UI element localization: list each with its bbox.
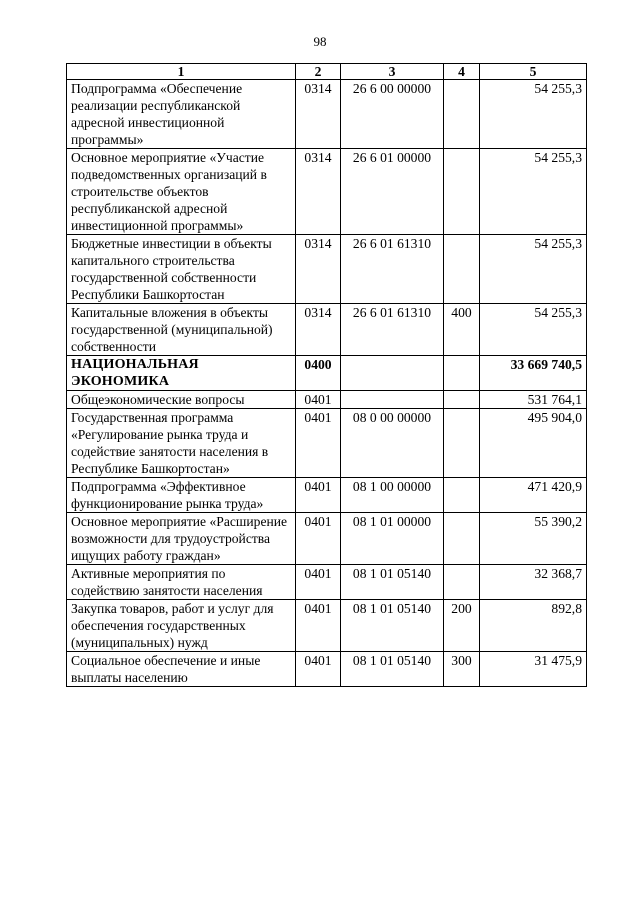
cell-expense-type xyxy=(444,478,480,513)
cell-section: 0314 xyxy=(296,149,341,235)
table-body xyxy=(67,80,587,687)
cell-target-code: 26 6 01 61310 xyxy=(341,235,444,304)
cell-section: 0401 xyxy=(296,391,341,409)
page-number: 98 xyxy=(313,34,327,49)
cell-name: Подпрограмма «Эффективное функционирование рынка труда» xyxy=(67,478,296,513)
table-row xyxy=(67,513,587,565)
table-row xyxy=(67,235,587,304)
header-col-expense-type: 4 xyxy=(444,64,480,80)
cell-name: Активные мероприятия по содействию занятости населения xyxy=(67,565,296,600)
cell-target-code: 26 6 01 00000 xyxy=(341,149,444,235)
cell-amount: 471 420,9 xyxy=(480,478,587,513)
cell-name: Социальное обеспечение и иные выплаты населению xyxy=(67,652,296,687)
cell-amount: 54 255,3 xyxy=(480,149,587,235)
header-col-amount: 5 xyxy=(480,64,587,80)
cell-section: 0314 xyxy=(296,304,341,356)
cell-name: НАЦИОНАЛЬНАЯ ЭКОНОМИКА xyxy=(67,356,296,391)
cell-target-code: 08 1 01 05140 xyxy=(341,600,444,652)
cell-expense-type: 200 xyxy=(444,600,480,652)
cell-target-code: 26 6 00 00000 xyxy=(341,80,444,149)
cell-section: 0401 xyxy=(296,600,341,652)
cell-amount: 55 390,2 xyxy=(480,513,587,565)
cell-name: Закупка товаров, работ и услуг для обеспечения государственных (муниципальных) нужд xyxy=(67,600,296,652)
cell-section: 0400 xyxy=(296,356,341,391)
table-row xyxy=(67,409,587,478)
table-row xyxy=(67,356,587,391)
cell-target-code xyxy=(341,391,444,409)
table-row xyxy=(67,478,587,513)
cell-expense-type xyxy=(444,565,480,600)
cell-name: Бюджетные инвестиции в объекты капитального строительства государственной собственности Республики Башкортостан xyxy=(67,235,296,304)
cell-target-code: 08 1 01 05140 xyxy=(341,652,444,687)
cell-amount: 892,8 xyxy=(480,600,587,652)
cell-target-code: 26 6 01 61310 xyxy=(341,304,444,356)
cell-section: 0401 xyxy=(296,478,341,513)
table-row xyxy=(67,391,587,409)
cell-amount: 33 669 740,5 xyxy=(480,356,587,391)
header-col-section: 2 xyxy=(296,64,341,80)
cell-amount: 54 255,3 xyxy=(480,304,587,356)
header-col-name: 1 xyxy=(67,64,296,80)
table-header-row xyxy=(67,64,587,80)
cell-section: 0401 xyxy=(296,652,341,687)
cell-amount: 31 475,9 xyxy=(480,652,587,687)
table-row xyxy=(67,652,587,687)
cell-expense-type: 400 xyxy=(444,304,480,356)
cell-section: 0401 xyxy=(296,409,341,478)
cell-amount: 32 368,7 xyxy=(480,565,587,600)
cell-section: 0314 xyxy=(296,235,341,304)
cell-expense-type xyxy=(444,409,480,478)
table-row xyxy=(67,565,587,600)
cell-expense-type xyxy=(444,356,480,391)
cell-target-code: 08 1 00 00000 xyxy=(341,478,444,513)
header-col-target: 3 xyxy=(341,64,444,80)
cell-name: Основное мероприятие «Участие подведомственных организаций в строительстве объектов республиканской адресной инвестиционной программы» xyxy=(67,149,296,235)
cell-name: Подпрограмма «Обеспечение реализации республиканской адресной инвестиционной программы» xyxy=(67,80,296,149)
cell-name: Капитальные вложения в объекты государственной (муниципальной) собственности xyxy=(67,304,296,356)
cell-amount: 54 255,3 xyxy=(480,80,587,149)
cell-target-code: 08 1 01 00000 xyxy=(341,513,444,565)
table-row xyxy=(67,80,587,149)
cell-expense-type xyxy=(444,513,480,565)
cell-amount: 54 255,3 xyxy=(480,235,587,304)
table-row xyxy=(67,600,587,652)
cell-name: Основное мероприятие «Расширение возможности для трудоустройства ищущих работу граждан» xyxy=(67,513,296,565)
table-row xyxy=(67,149,587,235)
cell-amount: 495 904,0 xyxy=(480,409,587,478)
cell-section: 0401 xyxy=(296,565,341,600)
cell-expense-type xyxy=(444,149,480,235)
cell-target-code xyxy=(341,356,444,391)
cell-expense-type xyxy=(444,235,480,304)
cell-name: Общеэкономические вопросы xyxy=(67,391,296,409)
cell-section: 0314 xyxy=(296,80,341,149)
cell-target-code: 08 0 00 00000 xyxy=(341,409,444,478)
cell-amount: 531 764,1 xyxy=(480,391,587,409)
cell-expense-type xyxy=(444,80,480,149)
cell-expense-type xyxy=(444,391,480,409)
cell-expense-type: 300 xyxy=(444,652,480,687)
cell-section: 0401 xyxy=(296,513,341,565)
table-row xyxy=(67,304,587,356)
budget-table xyxy=(66,63,587,687)
cell-name: Государственная программа «Регулирование рынка труда и содействие занятости населения в Республике Башкортостан» xyxy=(67,409,296,478)
cell-target-code: 08 1 01 05140 xyxy=(341,565,444,600)
